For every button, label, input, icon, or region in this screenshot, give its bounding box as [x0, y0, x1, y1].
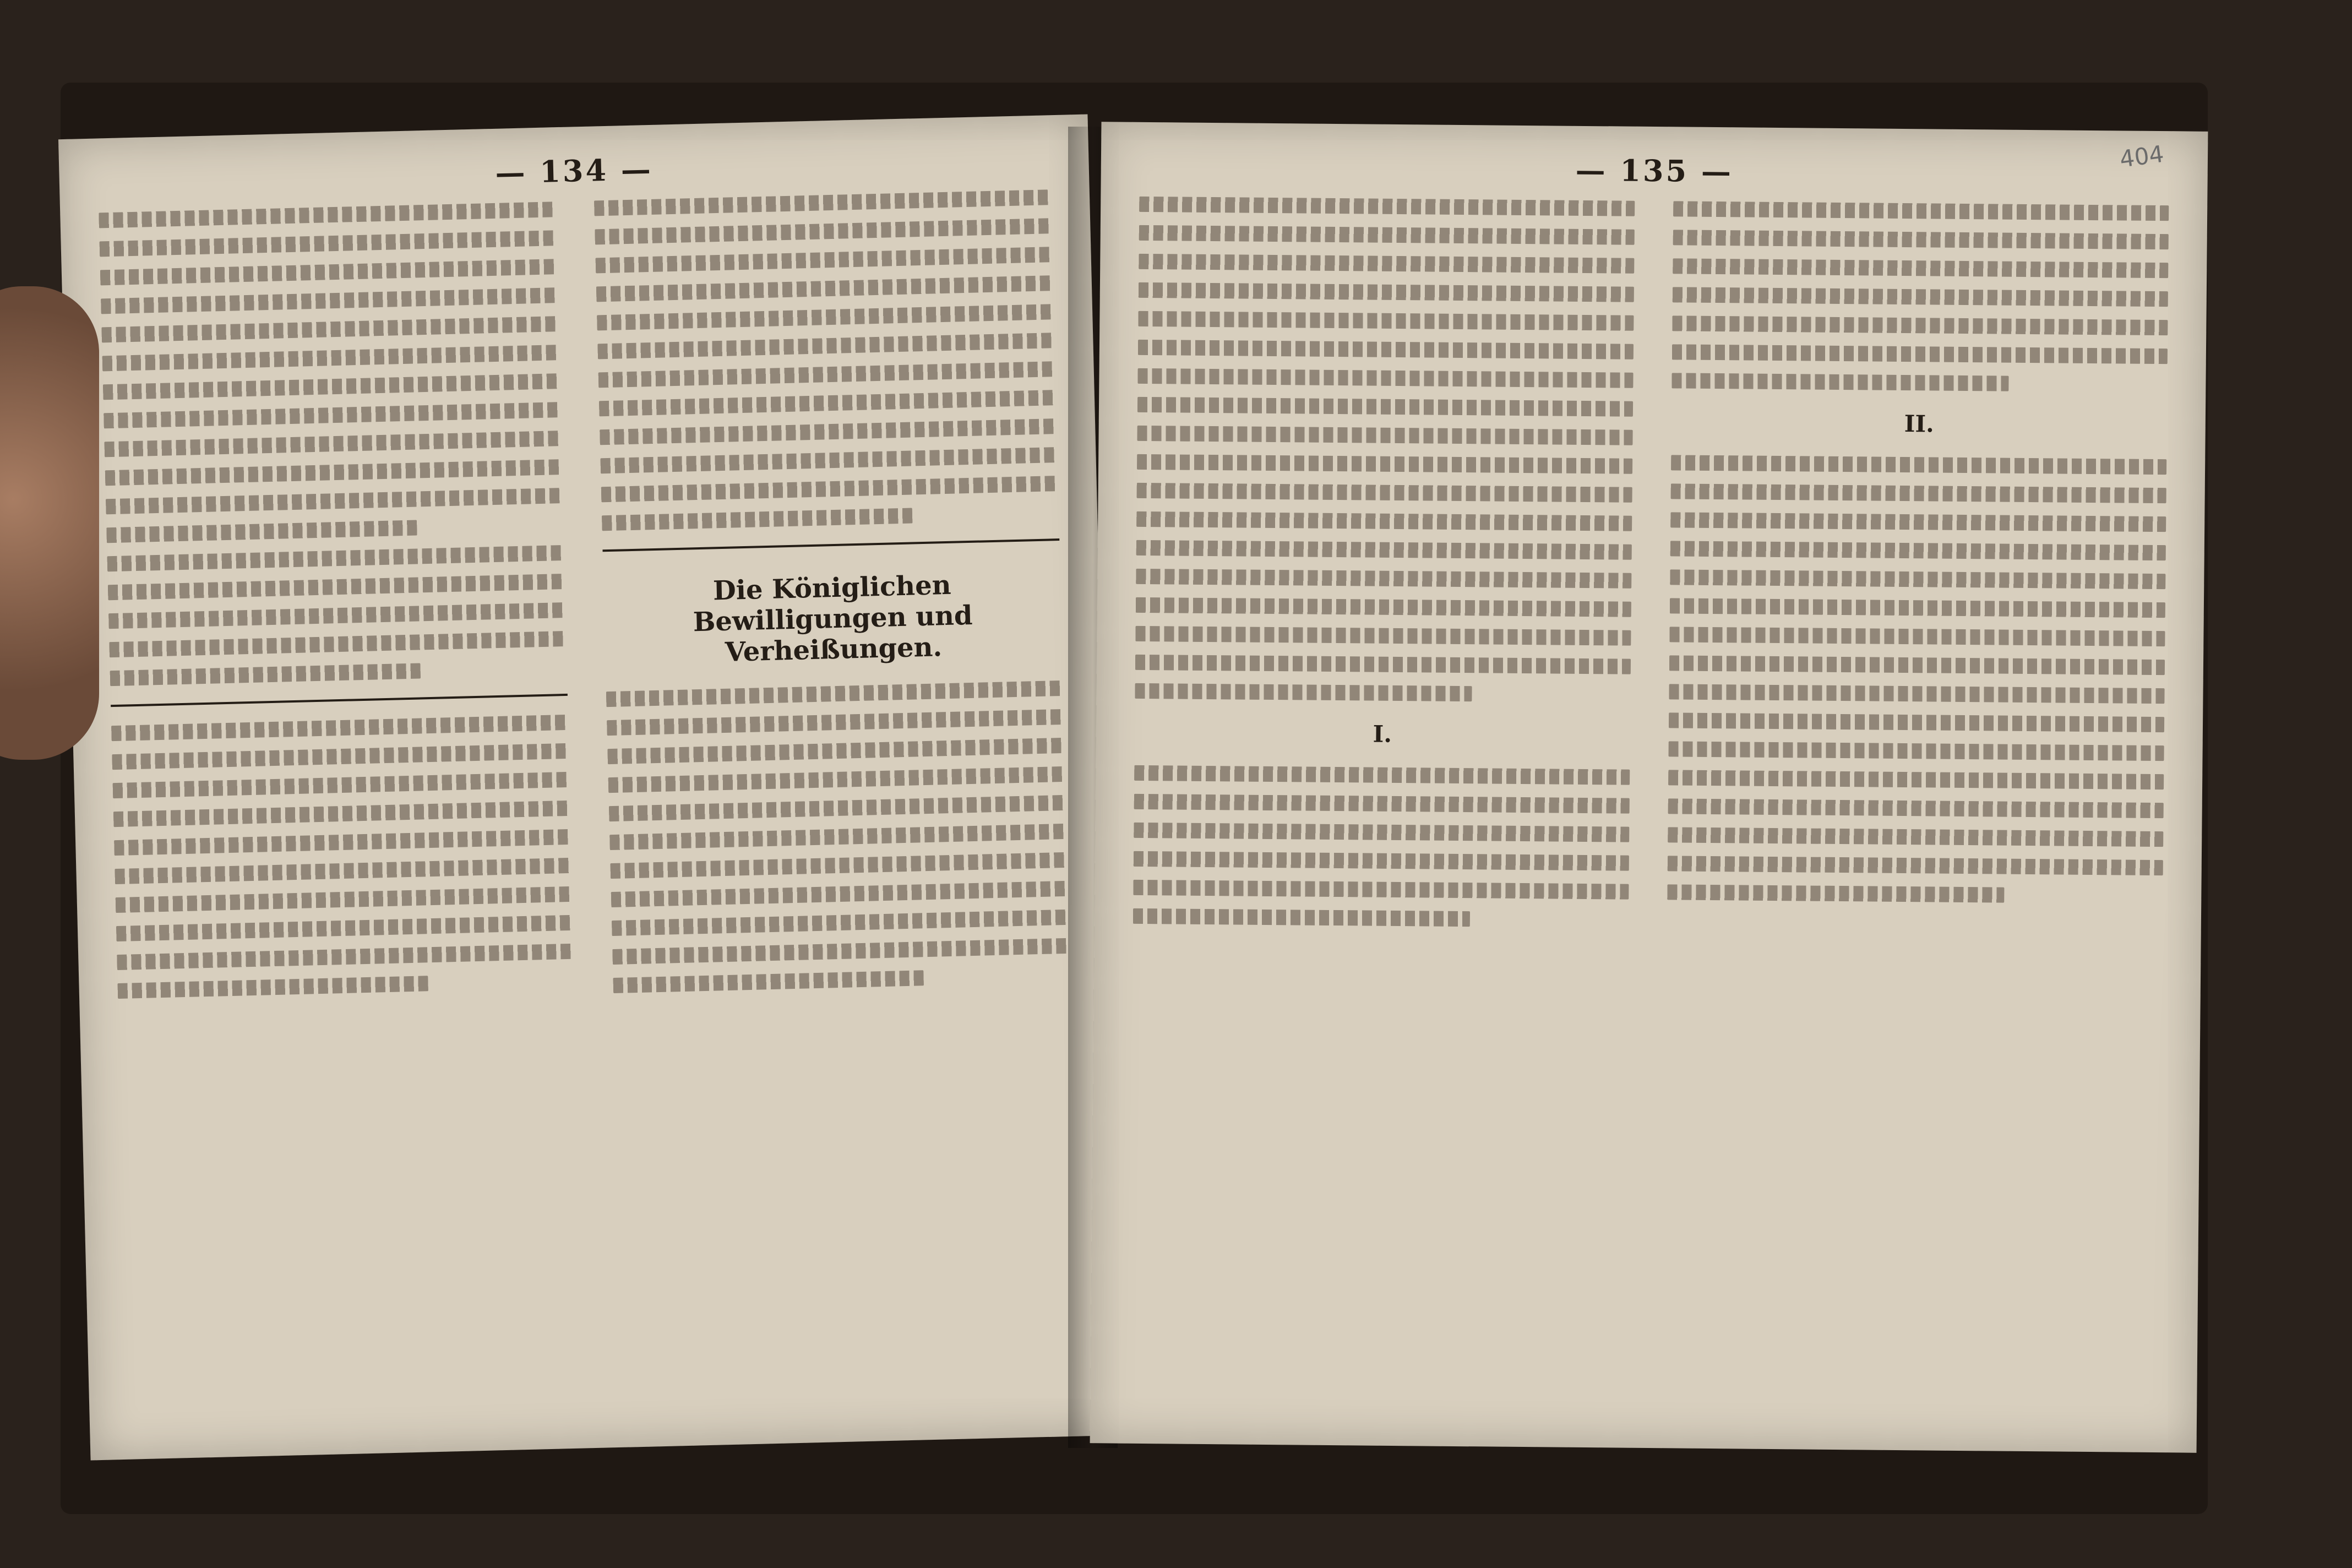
text-line	[1135, 626, 1631, 646]
text-line	[116, 915, 573, 941]
text-line	[1669, 627, 2165, 646]
text-line	[1668, 741, 2164, 761]
text-line	[1136, 597, 1631, 617]
text-line	[105, 459, 562, 486]
right-page-columns	[1129, 197, 2169, 1414]
text-line	[598, 361, 1055, 388]
pencil-annotation: 404	[2118, 140, 2165, 173]
text-line	[112, 743, 569, 770]
text-line	[116, 886, 573, 913]
text-line	[114, 829, 571, 856]
text-line	[597, 304, 1054, 330]
text-line	[106, 488, 563, 514]
text-line	[1134, 851, 1629, 871]
text-line	[1134, 794, 1630, 814]
text-line	[111, 715, 568, 741]
text-line	[1134, 823, 1629, 842]
right-page	[1090, 122, 2208, 1452]
text-line	[1139, 197, 1635, 216]
text-line	[1669, 712, 2164, 732]
text-line	[1672, 373, 2008, 391]
section-number: II.	[1904, 410, 1934, 438]
text-line	[606, 680, 1063, 707]
section-number: I.	[1373, 720, 1392, 748]
text-line	[1138, 340, 1634, 360]
left-page-columns	[99, 189, 1080, 1421]
text-line	[104, 431, 561, 457]
text-line	[1669, 655, 2165, 675]
text-line	[609, 795, 1066, 821]
text-line	[103, 373, 560, 400]
text-line	[1671, 483, 2166, 503]
text-line	[597, 333, 1054, 359]
text-line	[100, 259, 557, 285]
text-line	[1668, 770, 2164, 790]
thumb	[0, 286, 99, 760]
text-line	[601, 476, 1058, 502]
text-line	[1134, 765, 1630, 785]
text-line	[108, 602, 565, 629]
text-line	[1139, 254, 1634, 274]
text-line	[113, 772, 570, 798]
left-page	[58, 115, 1120, 1461]
right-page-column-1	[1129, 197, 1635, 1409]
text-line	[1135, 683, 1472, 701]
text-line	[1137, 397, 1633, 417]
text-line	[611, 881, 1068, 907]
text-line	[1137, 454, 1632, 474]
text-line	[1673, 258, 2168, 278]
text-line	[1137, 483, 1632, 503]
text-line	[1137, 368, 1633, 388]
text-line	[99, 202, 556, 228]
text-line	[596, 275, 1053, 302]
text-line	[1673, 230, 2169, 249]
text-line	[599, 390, 1056, 416]
left-page-number: — 134 —	[494, 151, 654, 190]
text-line	[113, 801, 570, 827]
text-line	[612, 938, 1069, 965]
text-line	[1670, 512, 2166, 532]
section-heading: Die Königlichen Bewilligungen und Verheißungen.	[693, 569, 973, 668]
text-line	[1136, 540, 1632, 560]
text-line	[117, 976, 428, 999]
text-line	[1672, 344, 2168, 364]
text-line	[1670, 598, 2165, 618]
text-line	[115, 858, 571, 884]
text-line	[607, 738, 1064, 764]
text-line	[117, 944, 574, 970]
text-line	[608, 766, 1065, 793]
text-line	[602, 508, 913, 531]
left-page-column-2	[594, 189, 1080, 1409]
text-line	[1137, 426, 1632, 445]
text-line	[1668, 856, 2163, 875]
text-line	[1667, 884, 2004, 902]
text-line	[1138, 311, 1634, 331]
text-line	[594, 189, 1051, 216]
text-line	[1670, 569, 2165, 589]
text-line	[607, 709, 1064, 736]
text-line	[1673, 201, 2169, 221]
text-line	[101, 316, 558, 342]
text-line	[595, 218, 1052, 244]
left-page-column-1	[99, 202, 585, 1421]
text-line	[1673, 287, 2168, 307]
text-line	[109, 631, 566, 657]
text-line	[1672, 315, 2168, 335]
text-line	[1668, 798, 2164, 818]
right-page-column-2	[1663, 201, 2169, 1414]
text-line	[600, 447, 1057, 473]
text-line	[1668, 827, 2163, 847]
text-line	[108, 574, 565, 600]
column-rule	[111, 694, 568, 707]
column-rule	[602, 538, 1059, 552]
text-line	[110, 663, 421, 686]
text-line	[600, 418, 1057, 445]
text-line	[104, 402, 560, 428]
text-line	[1133, 880, 1629, 900]
text-line	[609, 824, 1066, 850]
text-line	[596, 247, 1053, 273]
text-line	[1139, 225, 1635, 245]
text-line	[1669, 684, 2164, 704]
text-line	[1135, 655, 1631, 674]
text-line	[1670, 541, 2166, 560]
text-line	[613, 970, 924, 993]
text-line	[612, 910, 1069, 936]
text-line	[1671, 455, 2166, 475]
text-line	[1139, 282, 1634, 302]
text-line	[1136, 569, 1631, 589]
text-line	[107, 545, 564, 571]
text-line	[106, 520, 417, 543]
text-line	[1136, 511, 1632, 531]
text-line	[102, 345, 559, 371]
text-line	[1133, 908, 1470, 927]
right-page-number: — 135 —	[1575, 152, 1734, 189]
text-line	[101, 287, 558, 314]
text-line	[100, 230, 557, 257]
text-line	[610, 852, 1067, 879]
